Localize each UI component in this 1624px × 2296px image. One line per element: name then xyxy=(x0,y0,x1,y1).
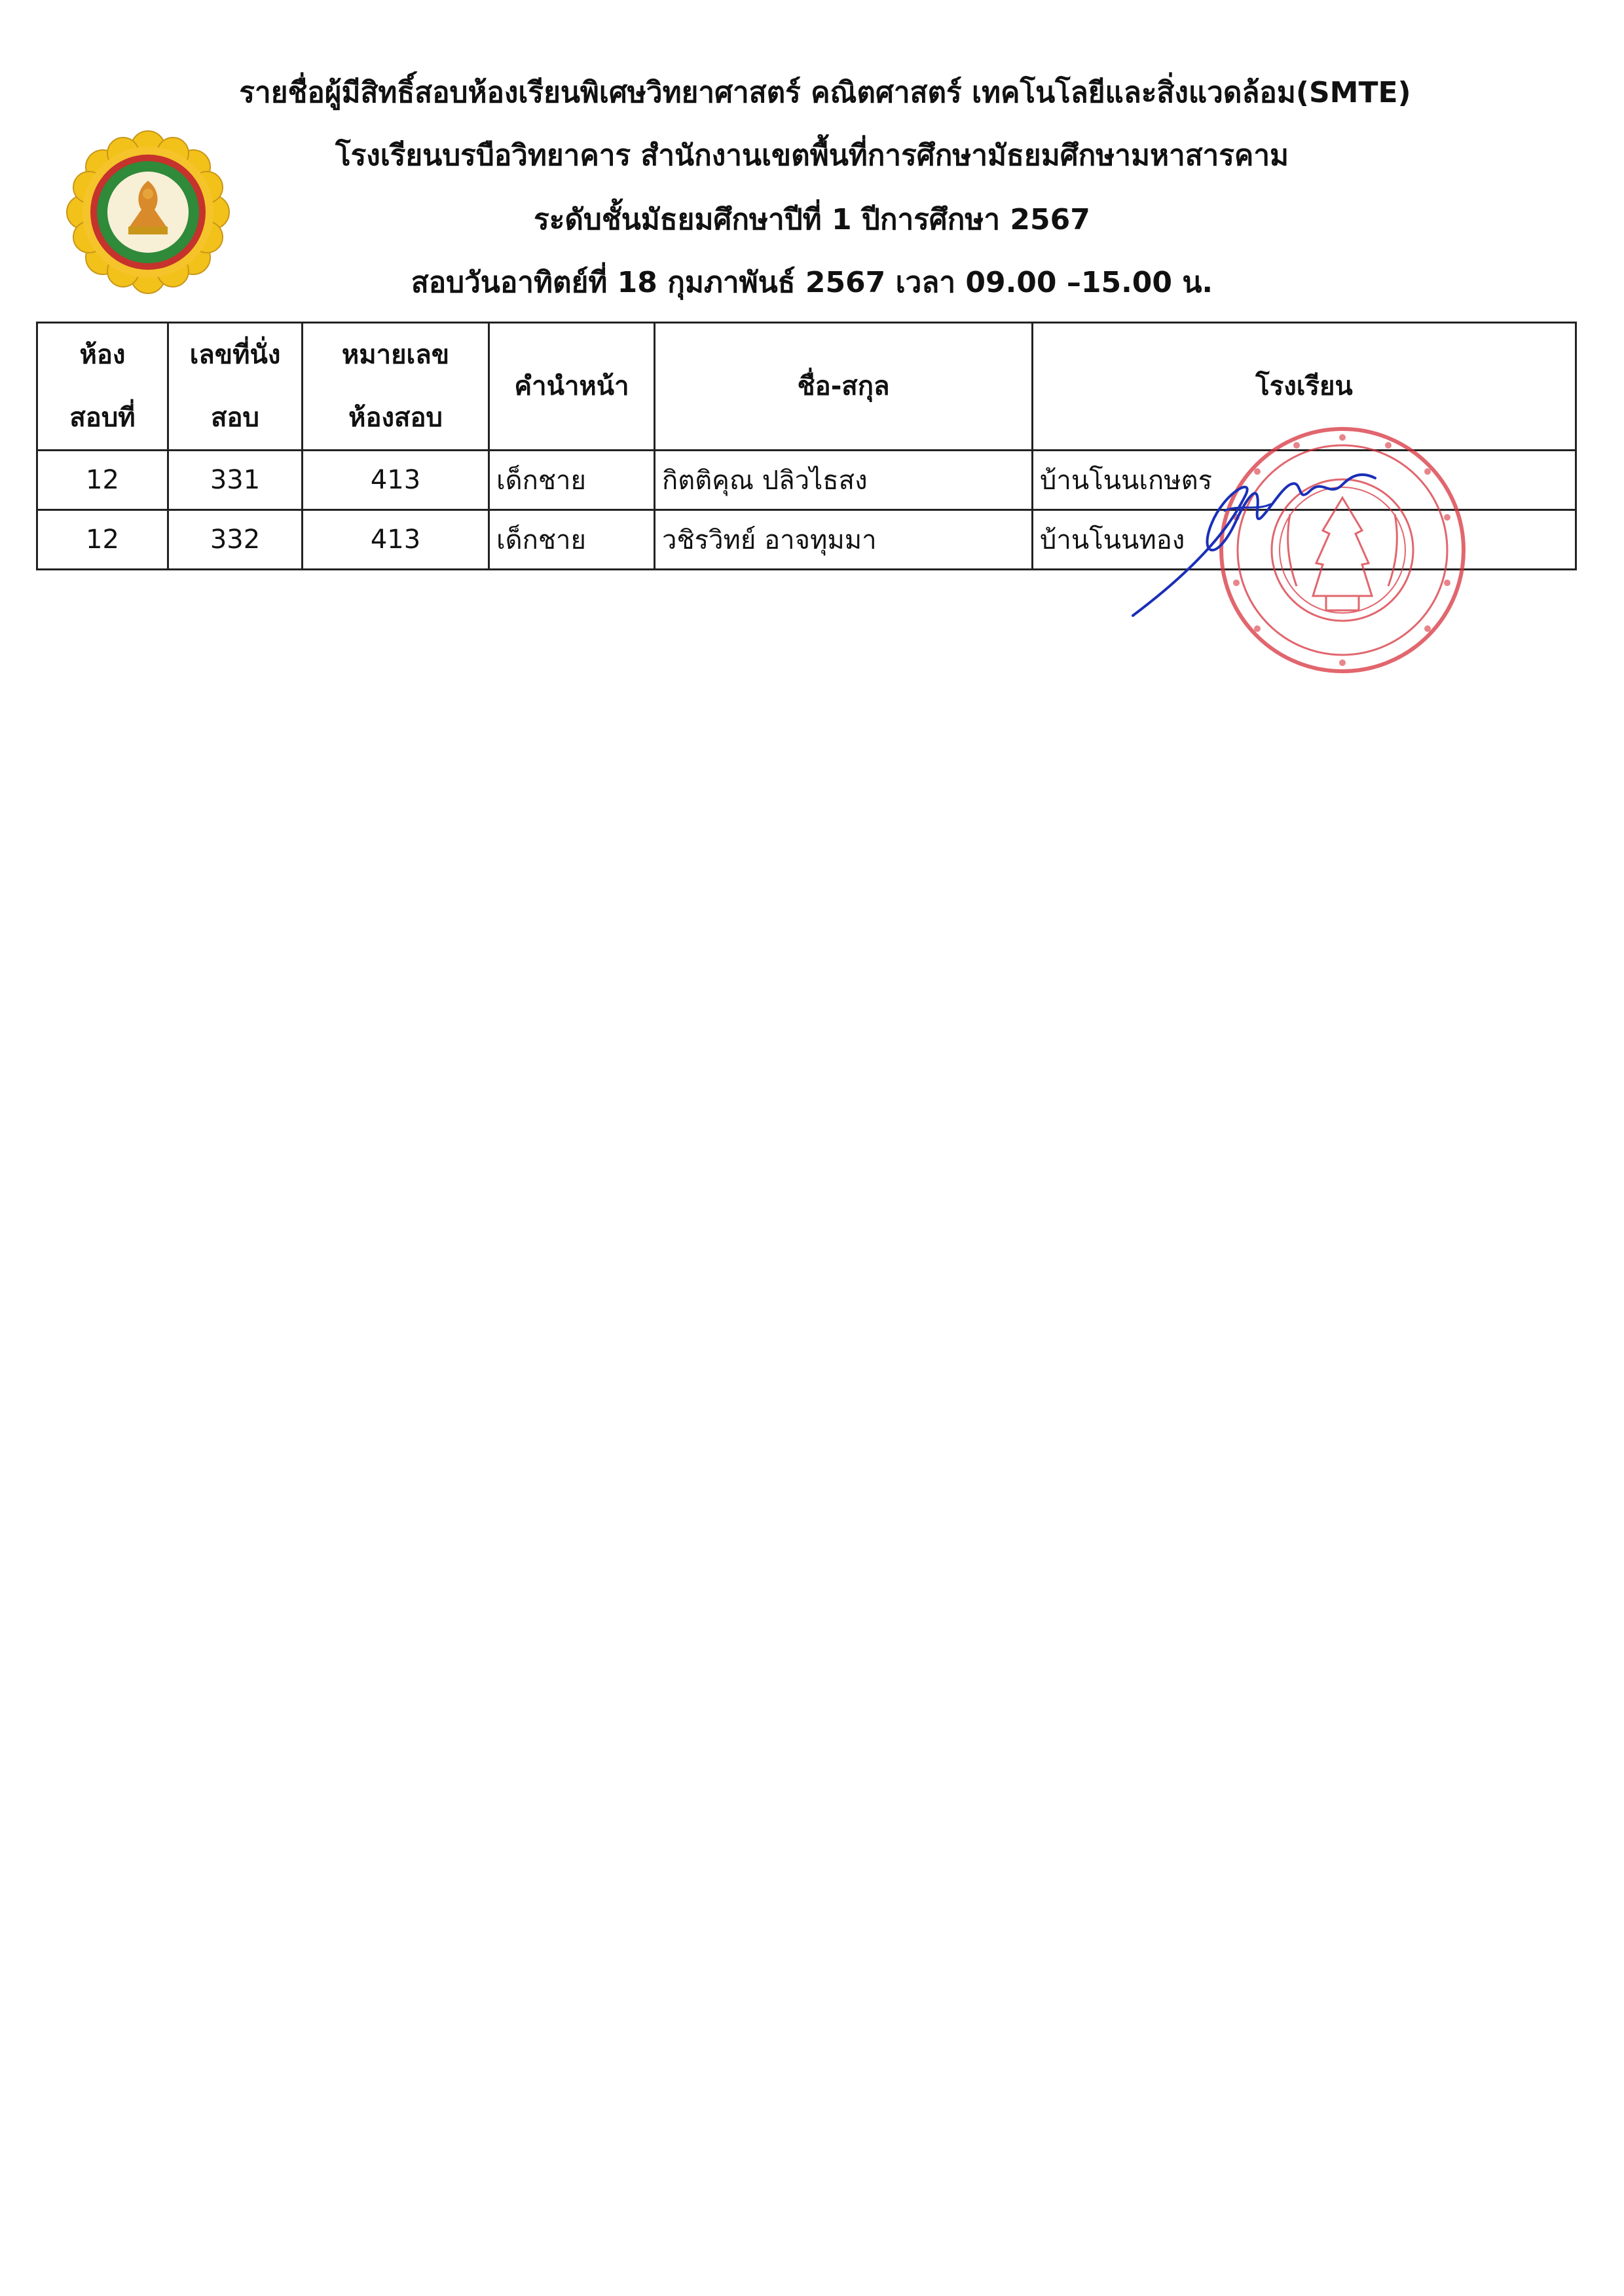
title-line-4: สอบวันอาทิตย์ที่ 18 กุมภาพันธ์ 2567 เวลา 09.00 –15.00 น. xyxy=(411,266,1213,299)
header-prefix: คำนำหน้า xyxy=(489,323,655,451)
header-room-number-line1: หมายเลข xyxy=(341,340,450,370)
title-line-3: ระดับชั้นมัธยมศึกษาปีที่ 1 ปีการศึกษา 2567 xyxy=(534,203,1090,236)
cell-seat-number: 331 xyxy=(168,451,303,510)
header-seat-number xyxy=(168,323,303,451)
cell-name: กิตติคุณ ปลิวไธสง xyxy=(655,451,1033,510)
cell-name: วชิรวิทย์ อาจทุมมา xyxy=(655,510,1033,570)
table-row xyxy=(37,510,1576,570)
header-seat-line1: เลขที่นั่ง xyxy=(189,340,281,370)
header-school: โรงเรียน xyxy=(1033,323,1576,451)
school-emblem-icon xyxy=(64,128,232,296)
cell-prefix: เด็กชาย xyxy=(489,451,655,510)
header-seat-line2: สอบ xyxy=(211,403,259,433)
exam-roster-table xyxy=(36,322,1577,570)
header-room-number xyxy=(303,323,489,451)
title-line-2: โรงเรียนบรบือวิทยาคาร สำนักงานเขตพื้นที่การศึกษามัธยมศึกษามหาสารคาม xyxy=(335,139,1289,172)
cell-exam-room: 12 xyxy=(37,510,168,570)
cell-room-number: 413 xyxy=(303,451,489,510)
header-room-number-line2: ห้องสอบ xyxy=(348,403,443,433)
cell-exam-room: 12 xyxy=(37,451,168,510)
cell-school: บ้านโนนเกษตร xyxy=(1033,451,1576,510)
cell-seat-number: 332 xyxy=(168,510,303,570)
title-line-1: รายชื่อผู้มีสิทธิ์สอบห้องเรียนพิเศษวิทยาศาสตร์ คณิตศาสตร์ เทคโนโลยีและสิ่งแวดล้อม(SMTE) xyxy=(239,76,1411,109)
table-header-row xyxy=(37,323,1576,451)
cell-school: บ้านโนนทอง xyxy=(1033,510,1576,570)
cell-prefix: เด็กชาย xyxy=(489,510,655,570)
table-row xyxy=(37,451,1576,510)
header-exam-room-line2: สอบที่ xyxy=(69,403,136,433)
cell-room-number: 413 xyxy=(303,510,489,570)
header-exam-room xyxy=(37,323,168,451)
header-name: ชื่อ-สกุล xyxy=(655,323,1033,451)
header-exam-room-line1: ห้อง xyxy=(79,340,126,370)
